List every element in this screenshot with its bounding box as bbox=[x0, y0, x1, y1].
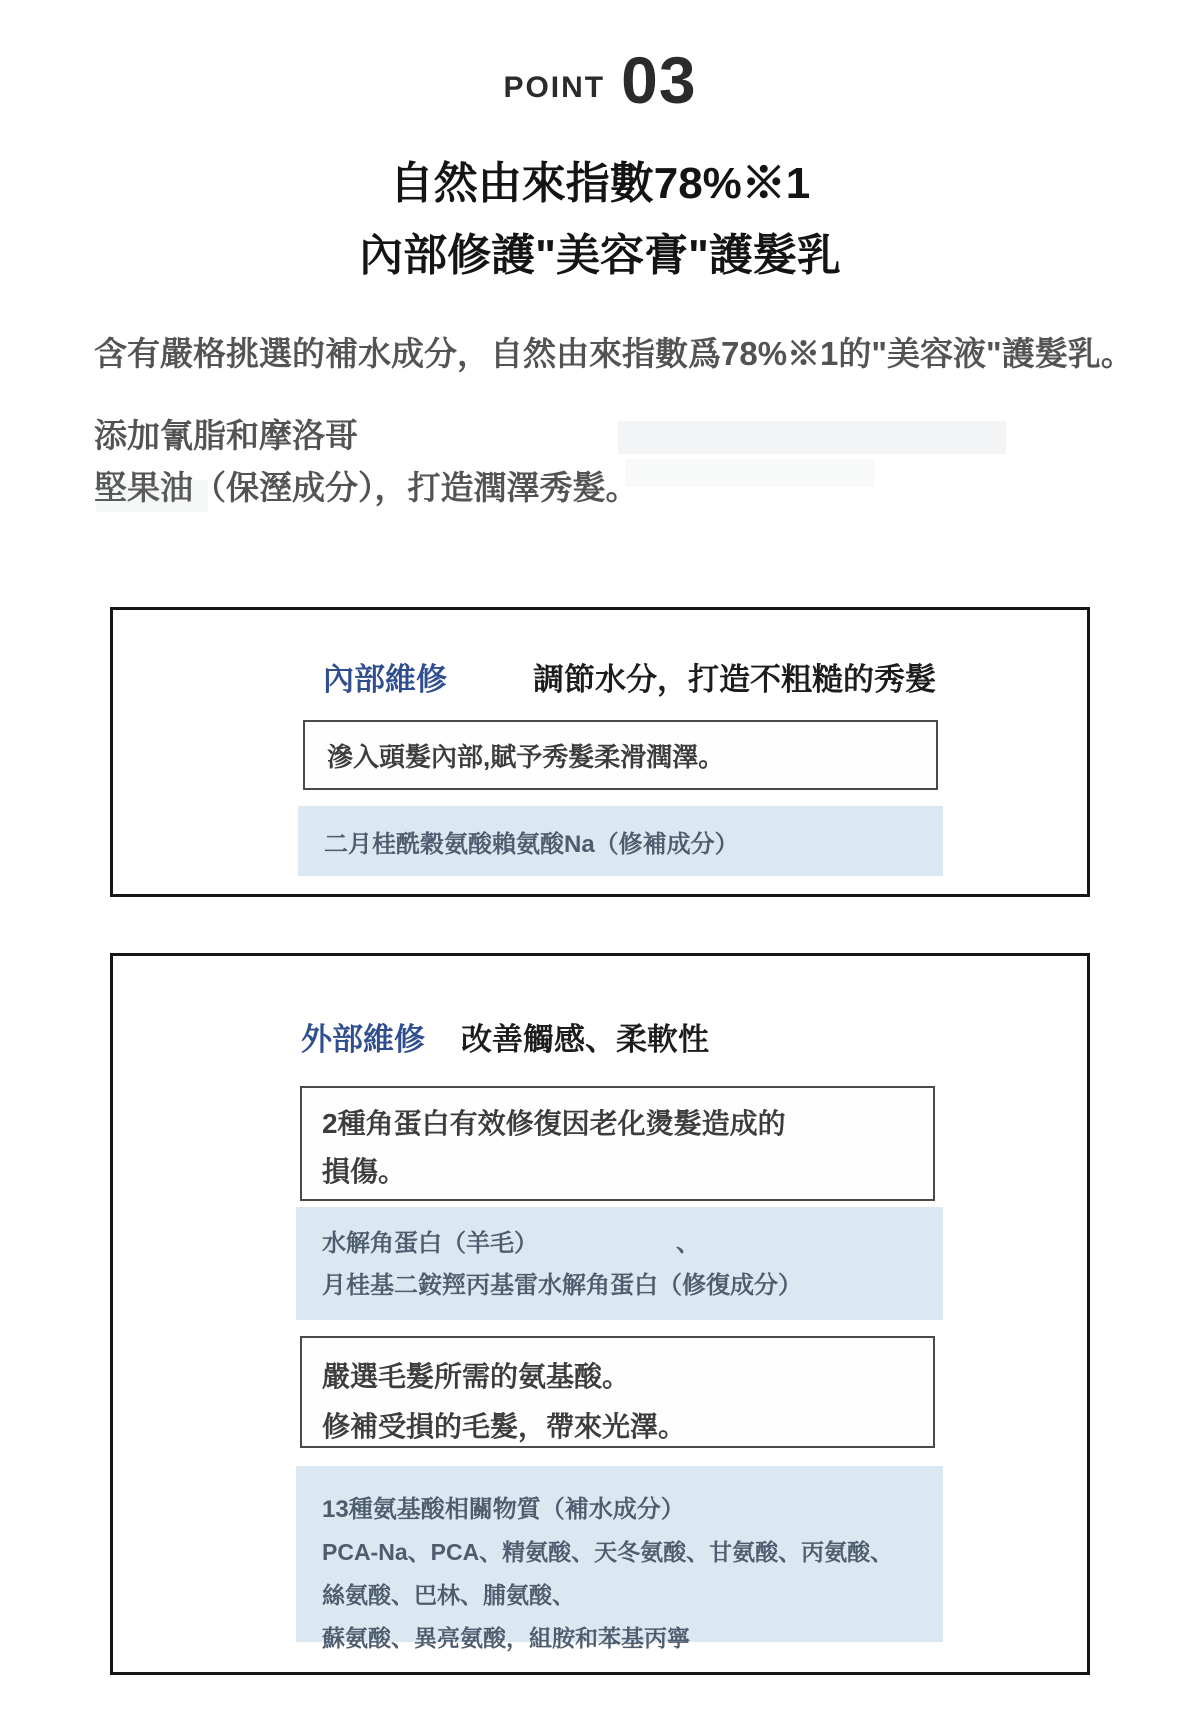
internal-ingredient-box bbox=[298, 806, 943, 876]
internal-description-text: 滲入頭髮內部,賦予秀髮柔滑潤澤。 bbox=[327, 741, 725, 772]
internal-repair-heading: 調節水分，打造不粗糙的秀髮 bbox=[533, 662, 936, 697]
title-line-2: 內部修護"美容膏"護髮乳 bbox=[359, 231, 841, 280]
point-label: POINT bbox=[503, 71, 606, 104]
erased-text-artifact bbox=[625, 459, 875, 487]
amino-ingredient-title: 13種氨基酸相關物質（補水成分） bbox=[322, 1496, 685, 1523]
internal-repair-tag: 內部維修 bbox=[323, 662, 447, 697]
keratin-ingredient-name: 水解角蛋白（羊毛） bbox=[322, 1230, 526, 1257]
internal-repair-header bbox=[323, 654, 936, 699]
amino-description-line-2: 修補受損的毛髮，帶來光澤。 bbox=[322, 1411, 687, 1442]
ideographic-comma: 、 bbox=[676, 1230, 700, 1257]
keratin-description-line-1: 2種角蛋白有效修復因老化燙髮造成的 bbox=[322, 1108, 786, 1139]
intro-line-1: 含有嚴格挑選的補水成分，自然由來指數爲78%※1的"美容液"護髮乳。 bbox=[94, 335, 1134, 372]
point-header bbox=[0, 42, 1200, 118]
amino-ingredient-box bbox=[296, 1466, 943, 1651]
page-title bbox=[0, 148, 1200, 292]
amino-description-line-1: 嚴選毛髮所需的氨基酸。 bbox=[322, 1361, 631, 1392]
external-repair-card bbox=[110, 953, 1090, 1675]
internal-description-box bbox=[303, 720, 938, 790]
external-repair-tag: 外部維修 bbox=[301, 1022, 425, 1057]
title-line-1: 自然由來指數78%※1 bbox=[389, 159, 811, 208]
point-number: 03 bbox=[621, 43, 697, 117]
external-repair-header bbox=[301, 1014, 709, 1059]
amino-ingredient-line-2: 蘇氨酸、異亮氨酸，組胺和苯基丙寧 bbox=[322, 1625, 690, 1651]
keratin-ingredient-box bbox=[296, 1207, 943, 1320]
keratin-ingredient-line-2: 月桂基二銨羥丙基雷水解角蛋白（修復成分） bbox=[322, 1272, 802, 1299]
erased-text-artifact bbox=[96, 480, 208, 512]
keratin-ingredient-line-1 bbox=[322, 1223, 943, 1265]
erased-text-artifact bbox=[618, 421, 1006, 454]
intro-line-2: 添加氰脂和摩洛哥 bbox=[94, 417, 358, 454]
amino-description-box bbox=[300, 1336, 935, 1448]
keratin-description-box bbox=[300, 1086, 935, 1201]
internal-ingredient-text: 二月桂酰穀氨酸賴氨酸Na（修補成分） bbox=[324, 830, 739, 858]
keratin-description-line-2: 損傷。 bbox=[322, 1156, 407, 1187]
intro-line-3: 堅果油（保溼成分），打造潤澤秀髮。 bbox=[94, 469, 639, 506]
external-repair-heading: 改善觸感、柔軟性 bbox=[461, 1022, 709, 1057]
internal-repair-card bbox=[110, 607, 1090, 897]
amino-ingredient-line-1: PCA-Na、PCA、精氨酸、天冬氨酸、甘氨酸、丙氨酸、絲氨酸、巴林、脯氨酸、 bbox=[322, 1539, 894, 1608]
